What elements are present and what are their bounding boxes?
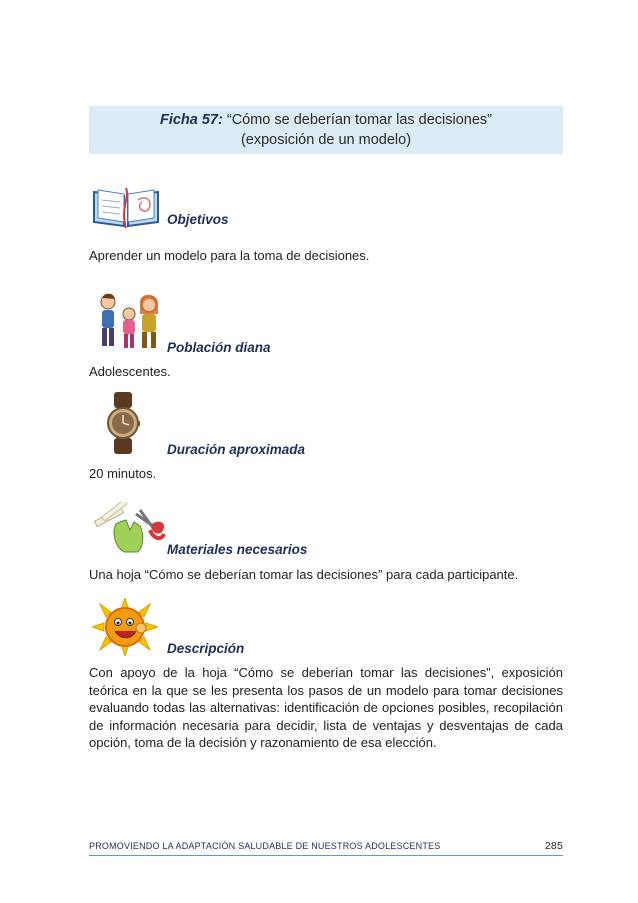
footer-text: PROMOVIENDO LA ADAPTACIÓN SALUDABLE DE NUESTROS ADOLESCENTES bbox=[89, 841, 441, 851]
page-footer bbox=[89, 841, 563, 856]
sheet-title: “Cómo se deberían tomar las decisiones” bbox=[226, 112, 493, 128]
section-title-poblacion: Población diana bbox=[167, 340, 271, 355]
title-box bbox=[89, 106, 563, 154]
section-body-materiales: Una hoja “Cómo se deberían tomar las decisiones” para cada participante. bbox=[89, 567, 519, 582]
book-icon bbox=[90, 184, 162, 230]
watch-icon bbox=[106, 392, 140, 454]
materials-icon bbox=[90, 502, 168, 558]
section-title-materiales: Materiales necesarios bbox=[167, 542, 308, 557]
sun-icon bbox=[92, 598, 158, 656]
section-title-objetivos: Objetivos bbox=[167, 212, 229, 227]
section-body-duracion: 20 minutos. bbox=[89, 466, 157, 481]
family-icon bbox=[94, 292, 164, 354]
title-line-1 bbox=[89, 110, 563, 130]
section-body-objetivos: Aprender un modelo para la toma de decisiones. bbox=[89, 248, 370, 263]
sheet-subtitle: (exposición de un modelo) bbox=[240, 132, 412, 148]
sheet-label: Ficha 57: bbox=[159, 112, 223, 128]
section-title-duracion: Duración aproximada bbox=[167, 442, 306, 457]
section-body-descripcion: Con apoyo de la hoja “Cómo se deberían tomar las decisiones”, exposición teórica en la que se les presenta los pasos de un modelo para tomar decisiones evaluando todas las alternativas: identificación de opciones posibles, recopilación de información necesaria para decidir, lista de ventajas y desventajas de cada opción, toma de la decisión y razonamiento de esa elección. bbox=[89, 665, 563, 750]
page-number: 285 bbox=[544, 840, 563, 852]
section-body-poblacion: Adolescentes. bbox=[89, 364, 171, 379]
section-title-descripcion: Descripción bbox=[167, 641, 245, 656]
